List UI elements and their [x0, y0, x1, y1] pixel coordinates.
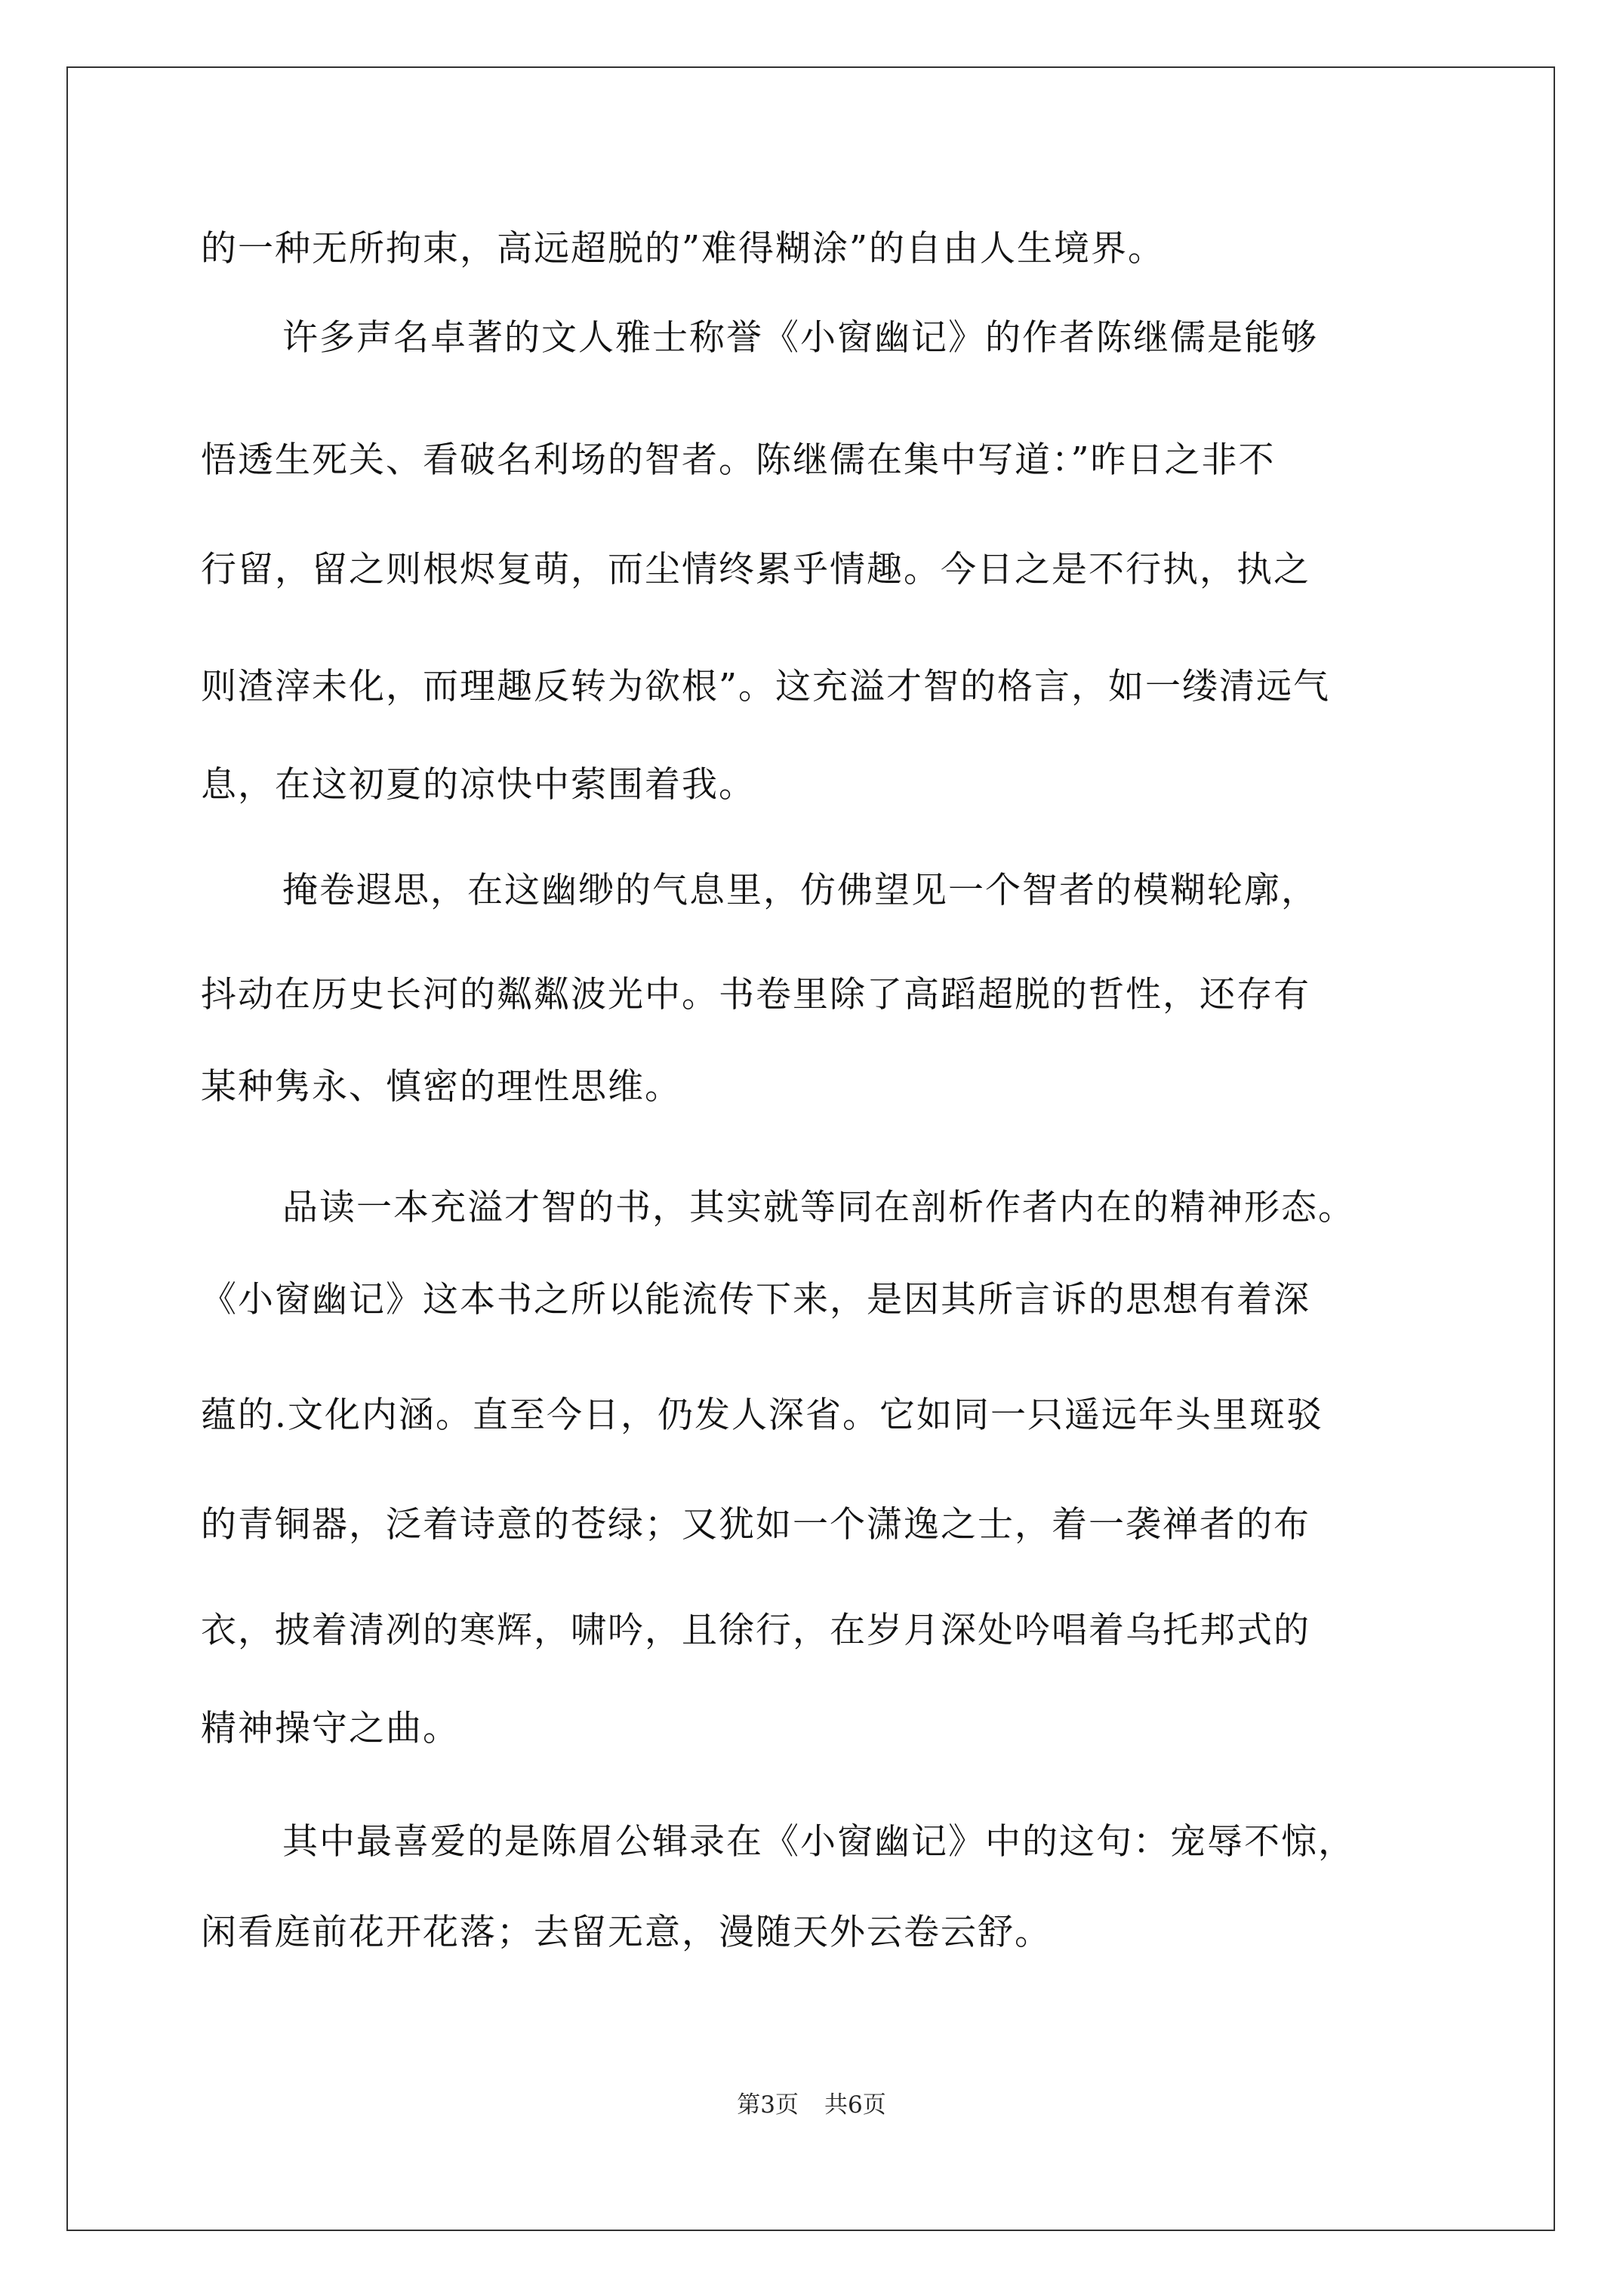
text-line: 悟透生死关、看破名利场的智者。陈继儒在集中写道：”昨日之非不 — [201, 439, 1276, 481]
paragraph-first-line: 品读一本充溢才智的书，其实就等同在剖析作者内在的精神形态。 — [282, 1187, 1355, 1228]
text-line: 闲看庭前花开花落；去留无意，漫随天外云卷云舒。 — [201, 1912, 1052, 1953]
text-line: 抖动在历史长河的粼粼波光中。书卷里除了高蹈超脱的哲性，还存有 — [201, 974, 1310, 1015]
text-line: 蕴的.文化内涵。直至今日，仍发人深省。它如同一只遥远年头里斑驳 — [201, 1395, 1323, 1436]
text-line: 的一种无所拘束，高远超脱的”难得糊涂”的自由人生境界。 — [201, 228, 1166, 270]
text-line: 衣，披着清冽的寒辉，啸吟，且徐行，在岁月深处吟唱着乌托邦式的 — [201, 1610, 1310, 1651]
paragraph-first-line: 掩卷遐思，在这幽缈的气息里，仿佛望见一个智者的模糊轮廓， — [282, 870, 1318, 911]
page-footer — [0, 2090, 1623, 2120]
text-line: 精神操守之曲。 — [201, 1708, 460, 1749]
page-number-current: 第3页 — [737, 2091, 799, 2119]
paragraph-first-line: 许多声名卓著的文人雅士称誉《小窗幽记》的作者陈继儒是能够 — [282, 317, 1318, 359]
page-border — [66, 66, 1555, 2231]
text-line: 则渣滓未化，而理趣反转为欲根”。这充溢才智的格言，如一缕清远气 — [201, 666, 1331, 707]
text-line: 行留，留之则根烬复萌，而尘情终累乎情趣。今日之是不行执，执之 — [201, 549, 1310, 590]
text-line: 的青铜器，泛着诗意的苍绿；又犹如一个潇逸之士，着一袭禅者的布 — [201, 1504, 1310, 1546]
page-number-total: 共6页 — [824, 2091, 886, 2119]
text-line: 《小窗幽记》这本书之所以能流传下来，是因其所言诉的思想有着深 — [201, 1279, 1310, 1321]
text-line: 息，在这初夏的凉快中萦围着我。 — [201, 764, 756, 806]
paragraph-first-line: 其中最喜爱的是陈眉公辑录在《小窗幽记》中的这句：宠辱不惊， — [282, 1821, 1355, 1863]
text-line: 某种隽永、慎密的理性思维。 — [201, 1066, 682, 1108]
